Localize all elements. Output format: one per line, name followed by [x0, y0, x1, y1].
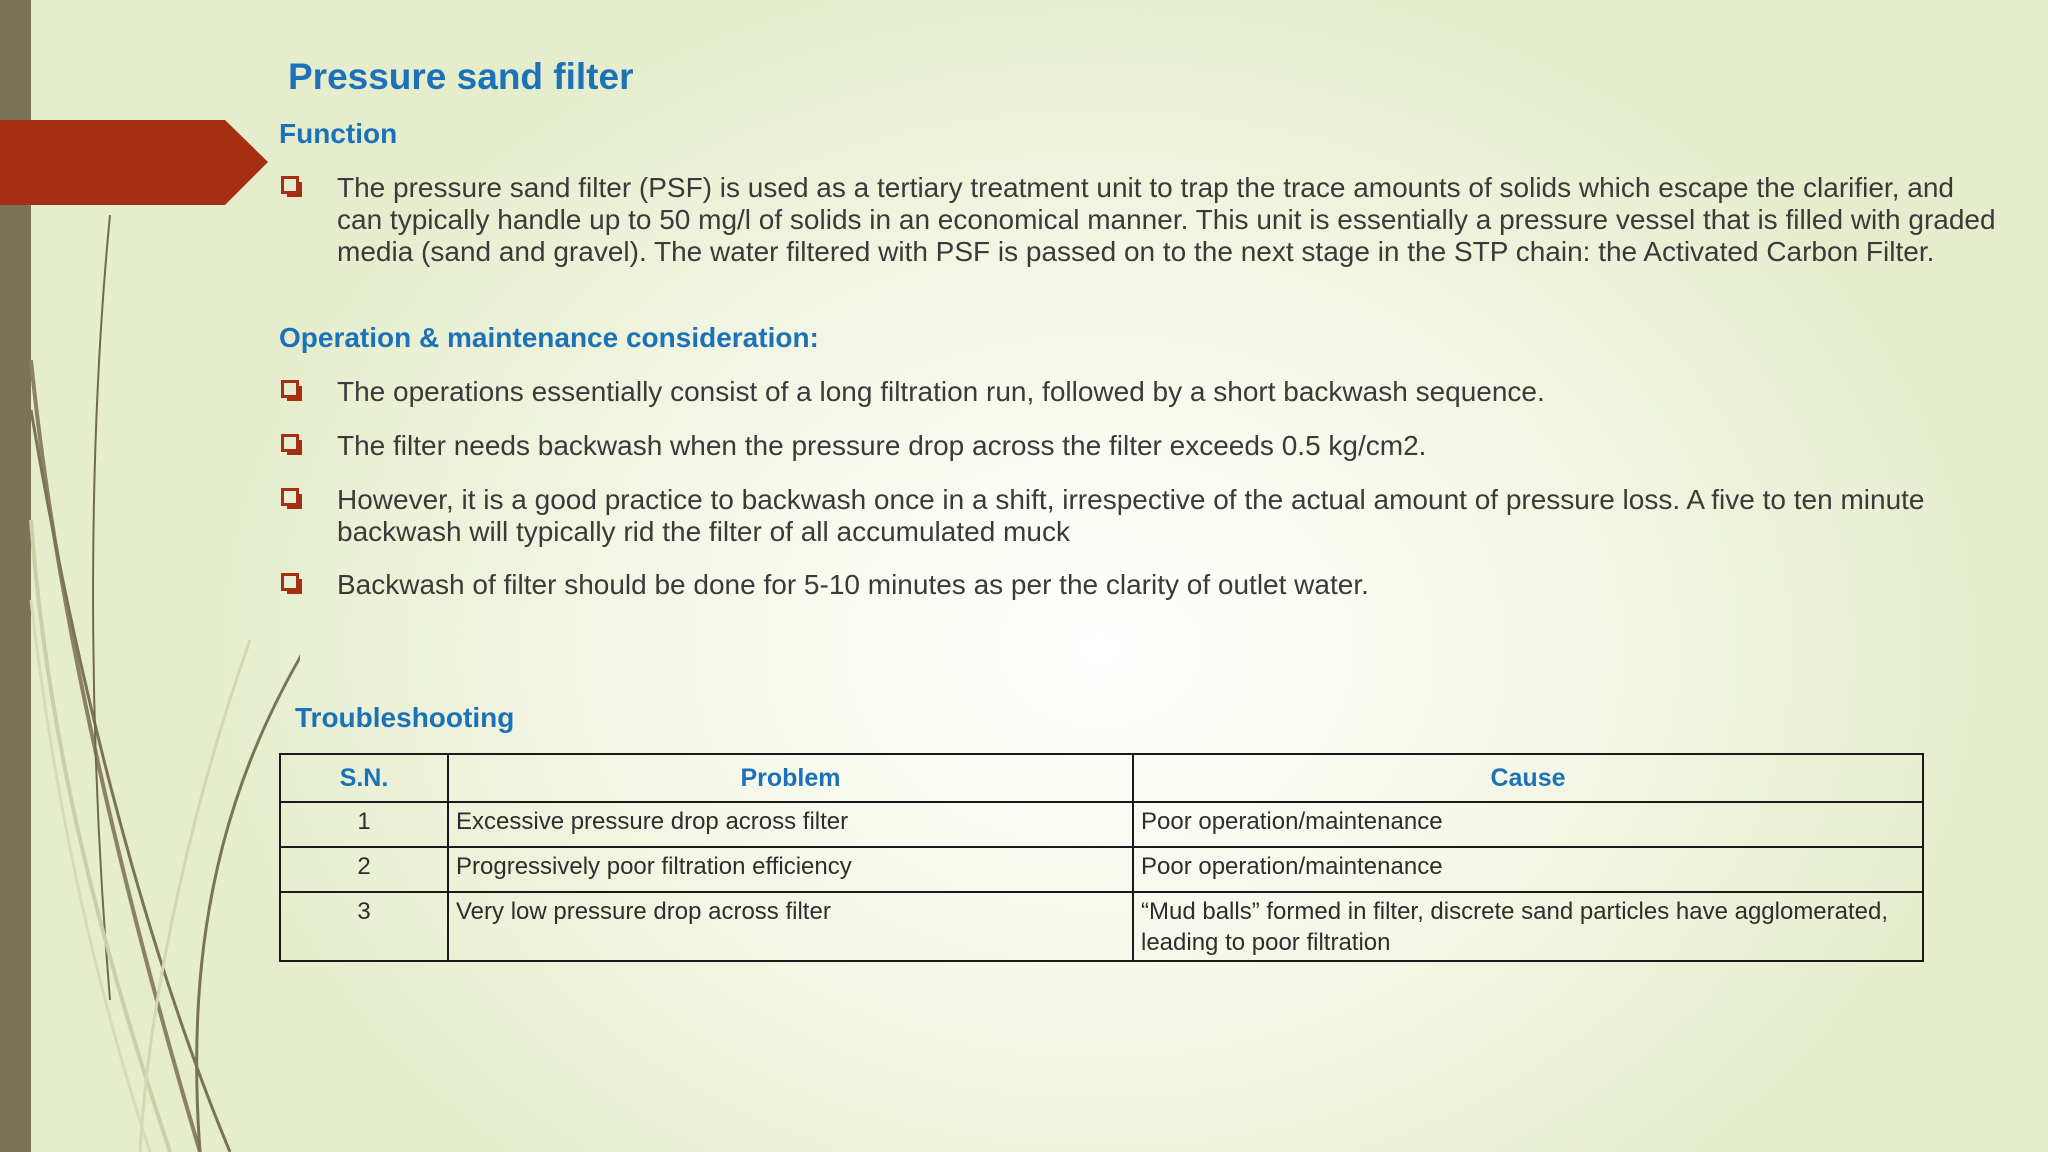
om-bullet: However, it is a good practice to backwash once in a shift, irrespective of the actual amount of pressure loss. A five to ten minute backwash will typically rid the filter of all accumulated muck — [281, 484, 2001, 548]
red-arrow-shape — [0, 120, 268, 205]
om-bullet: The filter needs backwash when the pressure drop across the filter exceeds 0.5 kg/cm2. — [281, 430, 2001, 462]
cell-problem: Excessive pressure drop across filter — [448, 802, 1133, 847]
column-header-cause: Cause — [1133, 754, 1923, 802]
square-bullet-icon — [281, 573, 299, 591]
om-heading: Operation & maintenance consideration: — [279, 322, 819, 353]
table-row — [280, 802, 1923, 847]
column-header-sn: S.N. — [280, 754, 448, 802]
cell-cause: Poor operation/maintenance — [1133, 802, 1923, 847]
cell-problem: Very low pressure drop across filter — [448, 892, 1133, 961]
cell-cause: “Mud balls” formed in filter, discrete sand particles have agglomerated, leading to poor filtration — [1133, 892, 1923, 961]
square-bullet-icon — [281, 176, 299, 194]
om-bullet: Backwash of filter should be done for 5-10 minutes as per the clarity of outlet water. — [281, 569, 2001, 601]
cell-sn: 2 — [280, 847, 448, 892]
cell-sn: 1 — [280, 802, 448, 847]
troubleshooting-table — [279, 753, 1924, 962]
square-bullet-icon — [281, 434, 299, 452]
table-row — [280, 892, 1923, 961]
om-bullet: The operations essentially consist of a long filtration run, followed by a short backwash sequence. — [281, 376, 2001, 408]
page-title: Pressure sand filter — [288, 56, 634, 97]
function-heading: Function — [279, 118, 398, 149]
cell-sn: 3 — [280, 892, 448, 961]
table-row — [280, 847, 1923, 892]
column-header-problem: Problem — [448, 754, 1133, 802]
cell-cause: Poor operation/maintenance — [1133, 847, 1923, 892]
square-bullet-icon — [281, 488, 299, 506]
square-bullet-icon — [281, 380, 299, 398]
table-header-row — [280, 754, 1923, 802]
function-bullet: The pressure sand filter (PSF) is used as a tertiary treatment unit to trap the trace amounts of solids which escape the clarifier, and can typically handle up to 50 mg/l of solids in an economical manner. This unit is essentially a pressure vessel that is filled with graded media (sand and gravel). The water filtered with PSF is passed on to the next stage in the STP chain: the Activated Carbon Filter. — [281, 172, 2001, 268]
troubleshooting-heading: Troubleshooting — [295, 702, 515, 733]
cell-problem: Progressively poor filtration efficiency — [448, 847, 1133, 892]
